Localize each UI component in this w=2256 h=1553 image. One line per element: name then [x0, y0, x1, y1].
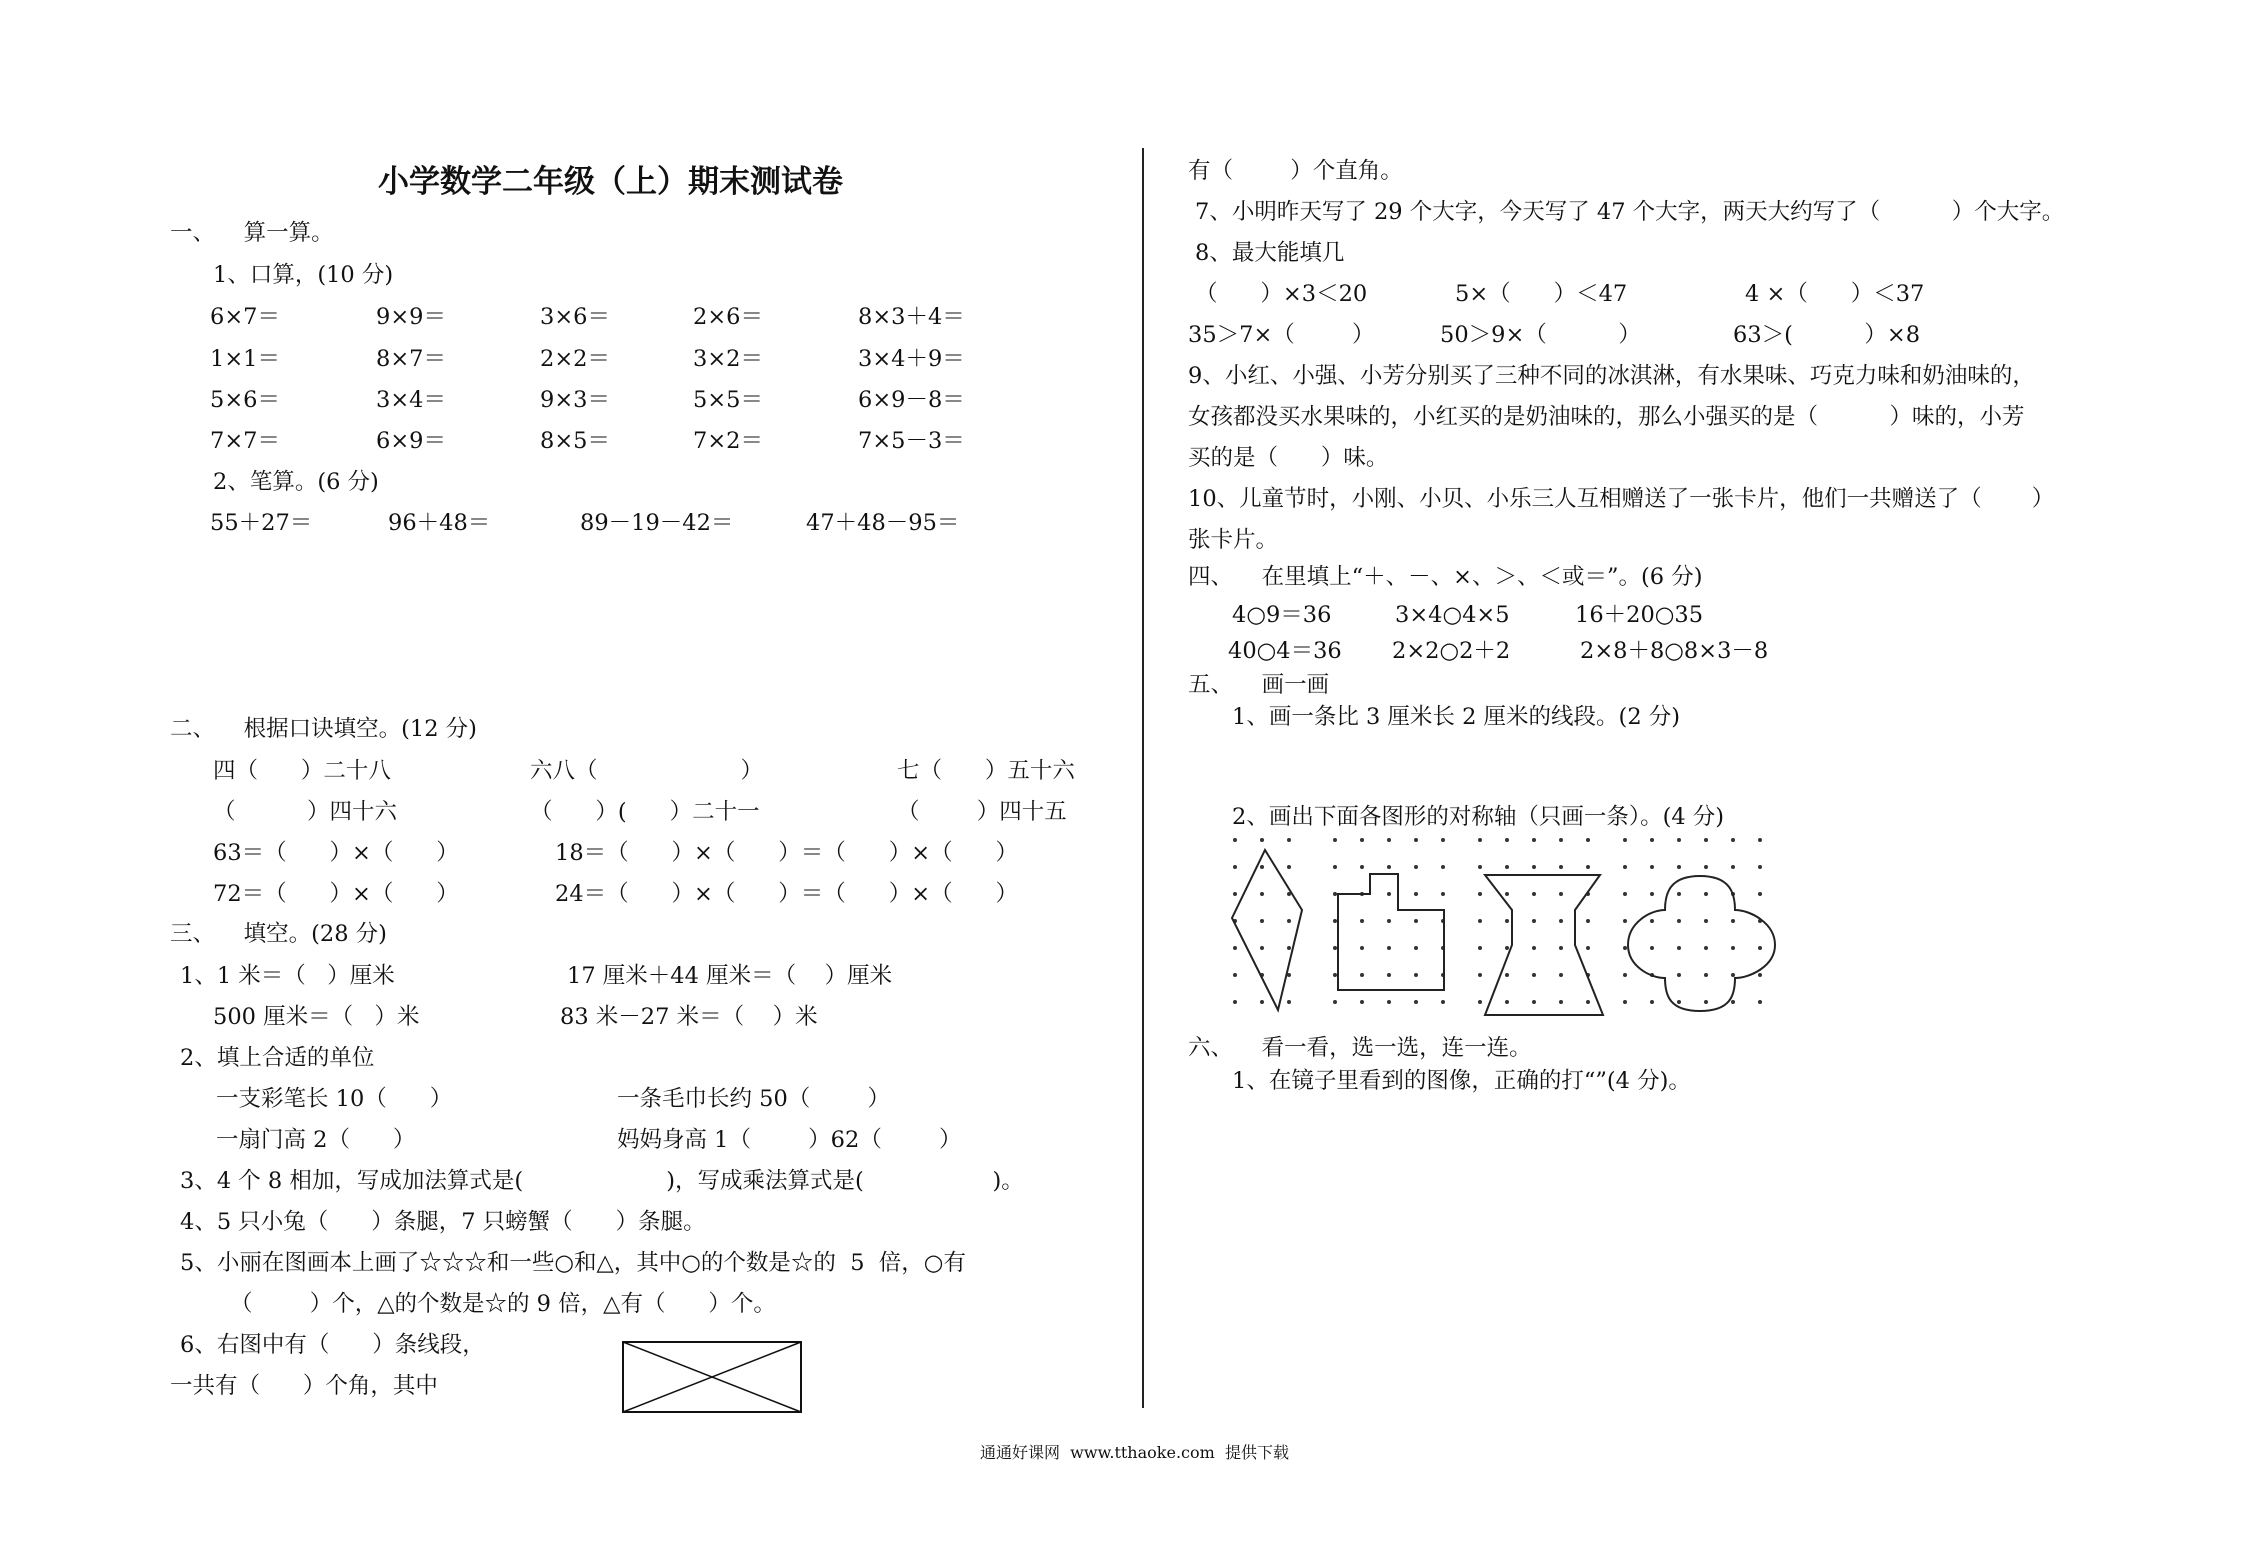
dot-grid-shapes-figure — [1230, 838, 1790, 1023]
fill-item: 一支彩笔长 10（ ） — [216, 1086, 453, 1112]
fill-item: 5、小丽在图画本上画了☆☆☆和一些○和△，其中○的个数是☆的 5 倍，○有 — [180, 1250, 966, 1276]
compare-item: 2×8＋8○8×3－8 — [1580, 638, 1769, 664]
oral-item: 3×4＋9＝ — [858, 346, 965, 372]
oral-item: 2×6＝ — [693, 304, 763, 330]
compare-item: 3×4○4×5 — [1395, 602, 1510, 628]
oral-item: 6×7＝ — [210, 304, 280, 330]
fill-item: 2、填上合适的单位 — [180, 1045, 375, 1071]
fill-item: （ ）个，△的个数是☆的 9 倍，△有（ ）个。 — [230, 1291, 776, 1317]
right-item: 5×（ ）＜47 — [1455, 281, 1628, 307]
written-item: 55＋27＝ — [210, 510, 313, 536]
oral-item: 9×9＝ — [376, 304, 446, 330]
q1-title: 1、口算，(10 分) — [213, 262, 394, 288]
line-segment-figure — [622, 1341, 802, 1413]
written-item: 47＋48－95＝ — [806, 510, 960, 536]
fill-item: 17 厘米＋44 厘米＝（ ）厘米 — [567, 963, 893, 989]
right-item: 有（ ）个直角。 — [1188, 158, 1403, 184]
koujue-item: 18＝（ ）×（ ）＝（ ）×（ ） — [555, 840, 1018, 866]
section-6-heading: 六、 看一看，选一选，连一连。 — [1188, 1035, 1532, 1061]
column-divider — [1142, 148, 1144, 1408]
section-3-heading: 三、 填空。(28 分) — [170, 921, 387, 947]
oral-item: 7×7＝ — [210, 428, 280, 454]
fill-item: 1、1 米＝（ ）厘米 — [180, 963, 395, 989]
right-item: 8、最大能填几 — [1195, 240, 1345, 266]
oral-item: 6×9＝ — [376, 428, 446, 454]
fill-item: 500 厘米＝（ ）米 — [213, 1004, 420, 1030]
mirror-item: 1、在镜子里看到的图像，正确的打“”(4 分)。 — [1232, 1068, 1691, 1094]
oral-item: 9×3＝ — [540, 387, 610, 413]
footer-text: 通通好课网 www.tthaoke.com 提供下载 — [980, 1443, 1289, 1462]
oral-item: 5×5＝ — [693, 387, 763, 413]
koujue-item: 24＝（ ）×（ ）＝（ ）×（ ） — [555, 881, 1018, 907]
oral-item: 3×2＝ — [693, 346, 763, 372]
compare-item: 40○4＝36 — [1228, 638, 1342, 664]
compare-item: 16＋20○35 — [1575, 602, 1704, 628]
fill-item: 一扇门高 2（ ） — [216, 1127, 416, 1153]
oral-item: 8×7＝ — [376, 346, 446, 372]
right-item: 女孩都没买水果味的，小红买的是奶油味的，那么小强买的是（ ）味的，小芳 — [1188, 404, 2025, 430]
draw-item: 1、画一条比 3 厘米长 2 厘米的线段。(2 分) — [1232, 704, 1681, 730]
koujue-item: 四（ ）二十八 — [213, 758, 391, 784]
oral-item: 8×5＝ — [540, 428, 610, 454]
koujue-item: （ ）四十六 — [213, 799, 398, 825]
oral-item: 5×6＝ — [210, 387, 280, 413]
fill-item: 一共有（ ）个角，其中 — [170, 1373, 438, 1399]
page-title: 小学数学二年级（上）期末测试卷 — [378, 164, 843, 200]
koujue-item: （ ）( ）二十一 — [530, 799, 760, 825]
right-item: 9、小红、小强、小芳分别买了三种不同的冰淇淋，有水果味、巧克力味和奶油味的， — [1188, 363, 2035, 389]
fill-item: 83 米－27 米＝（ ）米 — [560, 1004, 818, 1030]
koujue-item: 七（ ）五十六 — [897, 758, 1075, 784]
compare-item: 4○9＝36 — [1232, 602, 1332, 628]
compare-item: 2×2○2＋2 — [1392, 638, 1511, 664]
right-item: （ ）×3＜20 — [1195, 281, 1368, 307]
right-item: 63＞( ）×8 — [1733, 322, 1921, 348]
koujue-item: 63＝（ ）×（ ） — [213, 840, 459, 866]
right-item: 35＞7×（ ） — [1188, 322, 1375, 348]
right-item: 张卡片。 — [1188, 527, 1279, 553]
right-item: 买的是（ ）味。 — [1188, 445, 1389, 471]
right-item: 50＞9×（ ） — [1440, 322, 1641, 348]
fill-item: 3、4 个 8 相加，写成加法算式是( )，写成乘法算式是( )。 — [180, 1168, 1024, 1194]
fill-item: 4、5 只小兔（ ）条腿，7 只螃蟹（ ）条腿。 — [180, 1209, 706, 1235]
written-item: 89－19－42＝ — [580, 510, 734, 536]
section-1-heading: 一、 算一算。 — [170, 220, 334, 246]
section-2-heading: 二、 根据口诀填空。(12 分) — [170, 716, 477, 742]
q2-title: 2、笔算。(6 分) — [213, 469, 379, 495]
oral-item: 3×4＝ — [376, 387, 446, 413]
oral-item: 1×1＝ — [210, 346, 280, 372]
oral-item: 6×9－8＝ — [858, 387, 965, 413]
right-item: 7、小明昨天写了 29 个大字，今天写了 47 个大字，两天大约写了（ ）个大字。 — [1195, 199, 2065, 225]
koujue-item: 六八（ ） — [530, 758, 764, 784]
koujue-item: （ ）四十五 — [897, 799, 1067, 825]
right-item: 4 ×（ ）＜37 — [1745, 281, 1925, 307]
section-5-heading: 五、 画一画 — [1188, 672, 1330, 698]
right-item: 10、儿童节时，小刚、小贝、小乐三人互相赠送了一张卡片，他们一共赠送了（ ） — [1188, 486, 2055, 512]
fill-item: 一条毛巾长约 50（ ） — [617, 1086, 890, 1112]
draw-item: 2、画出下面各图形的对称轴（只画一条）。(4 分) — [1232, 804, 1725, 830]
oral-item: 7×5－3＝ — [858, 428, 965, 454]
fill-item: 妈妈身高 1（ ）62（ ） — [617, 1127, 962, 1153]
section-4-heading: 四、 在里填上“＋、－、×、＞、＜或＝”。(6 分) — [1188, 564, 1703, 590]
fill-item: 6、右图中有（ ）条线段， — [180, 1332, 485, 1358]
oral-item: 3×6＝ — [540, 304, 610, 330]
oral-item: 7×2＝ — [693, 428, 763, 454]
koujue-item: 72＝（ ）×（ ） — [213, 881, 459, 907]
written-item: 96＋48＝ — [388, 510, 491, 536]
oral-item: 8×3＋4＝ — [858, 304, 965, 330]
oral-item: 2×2＝ — [540, 346, 610, 372]
